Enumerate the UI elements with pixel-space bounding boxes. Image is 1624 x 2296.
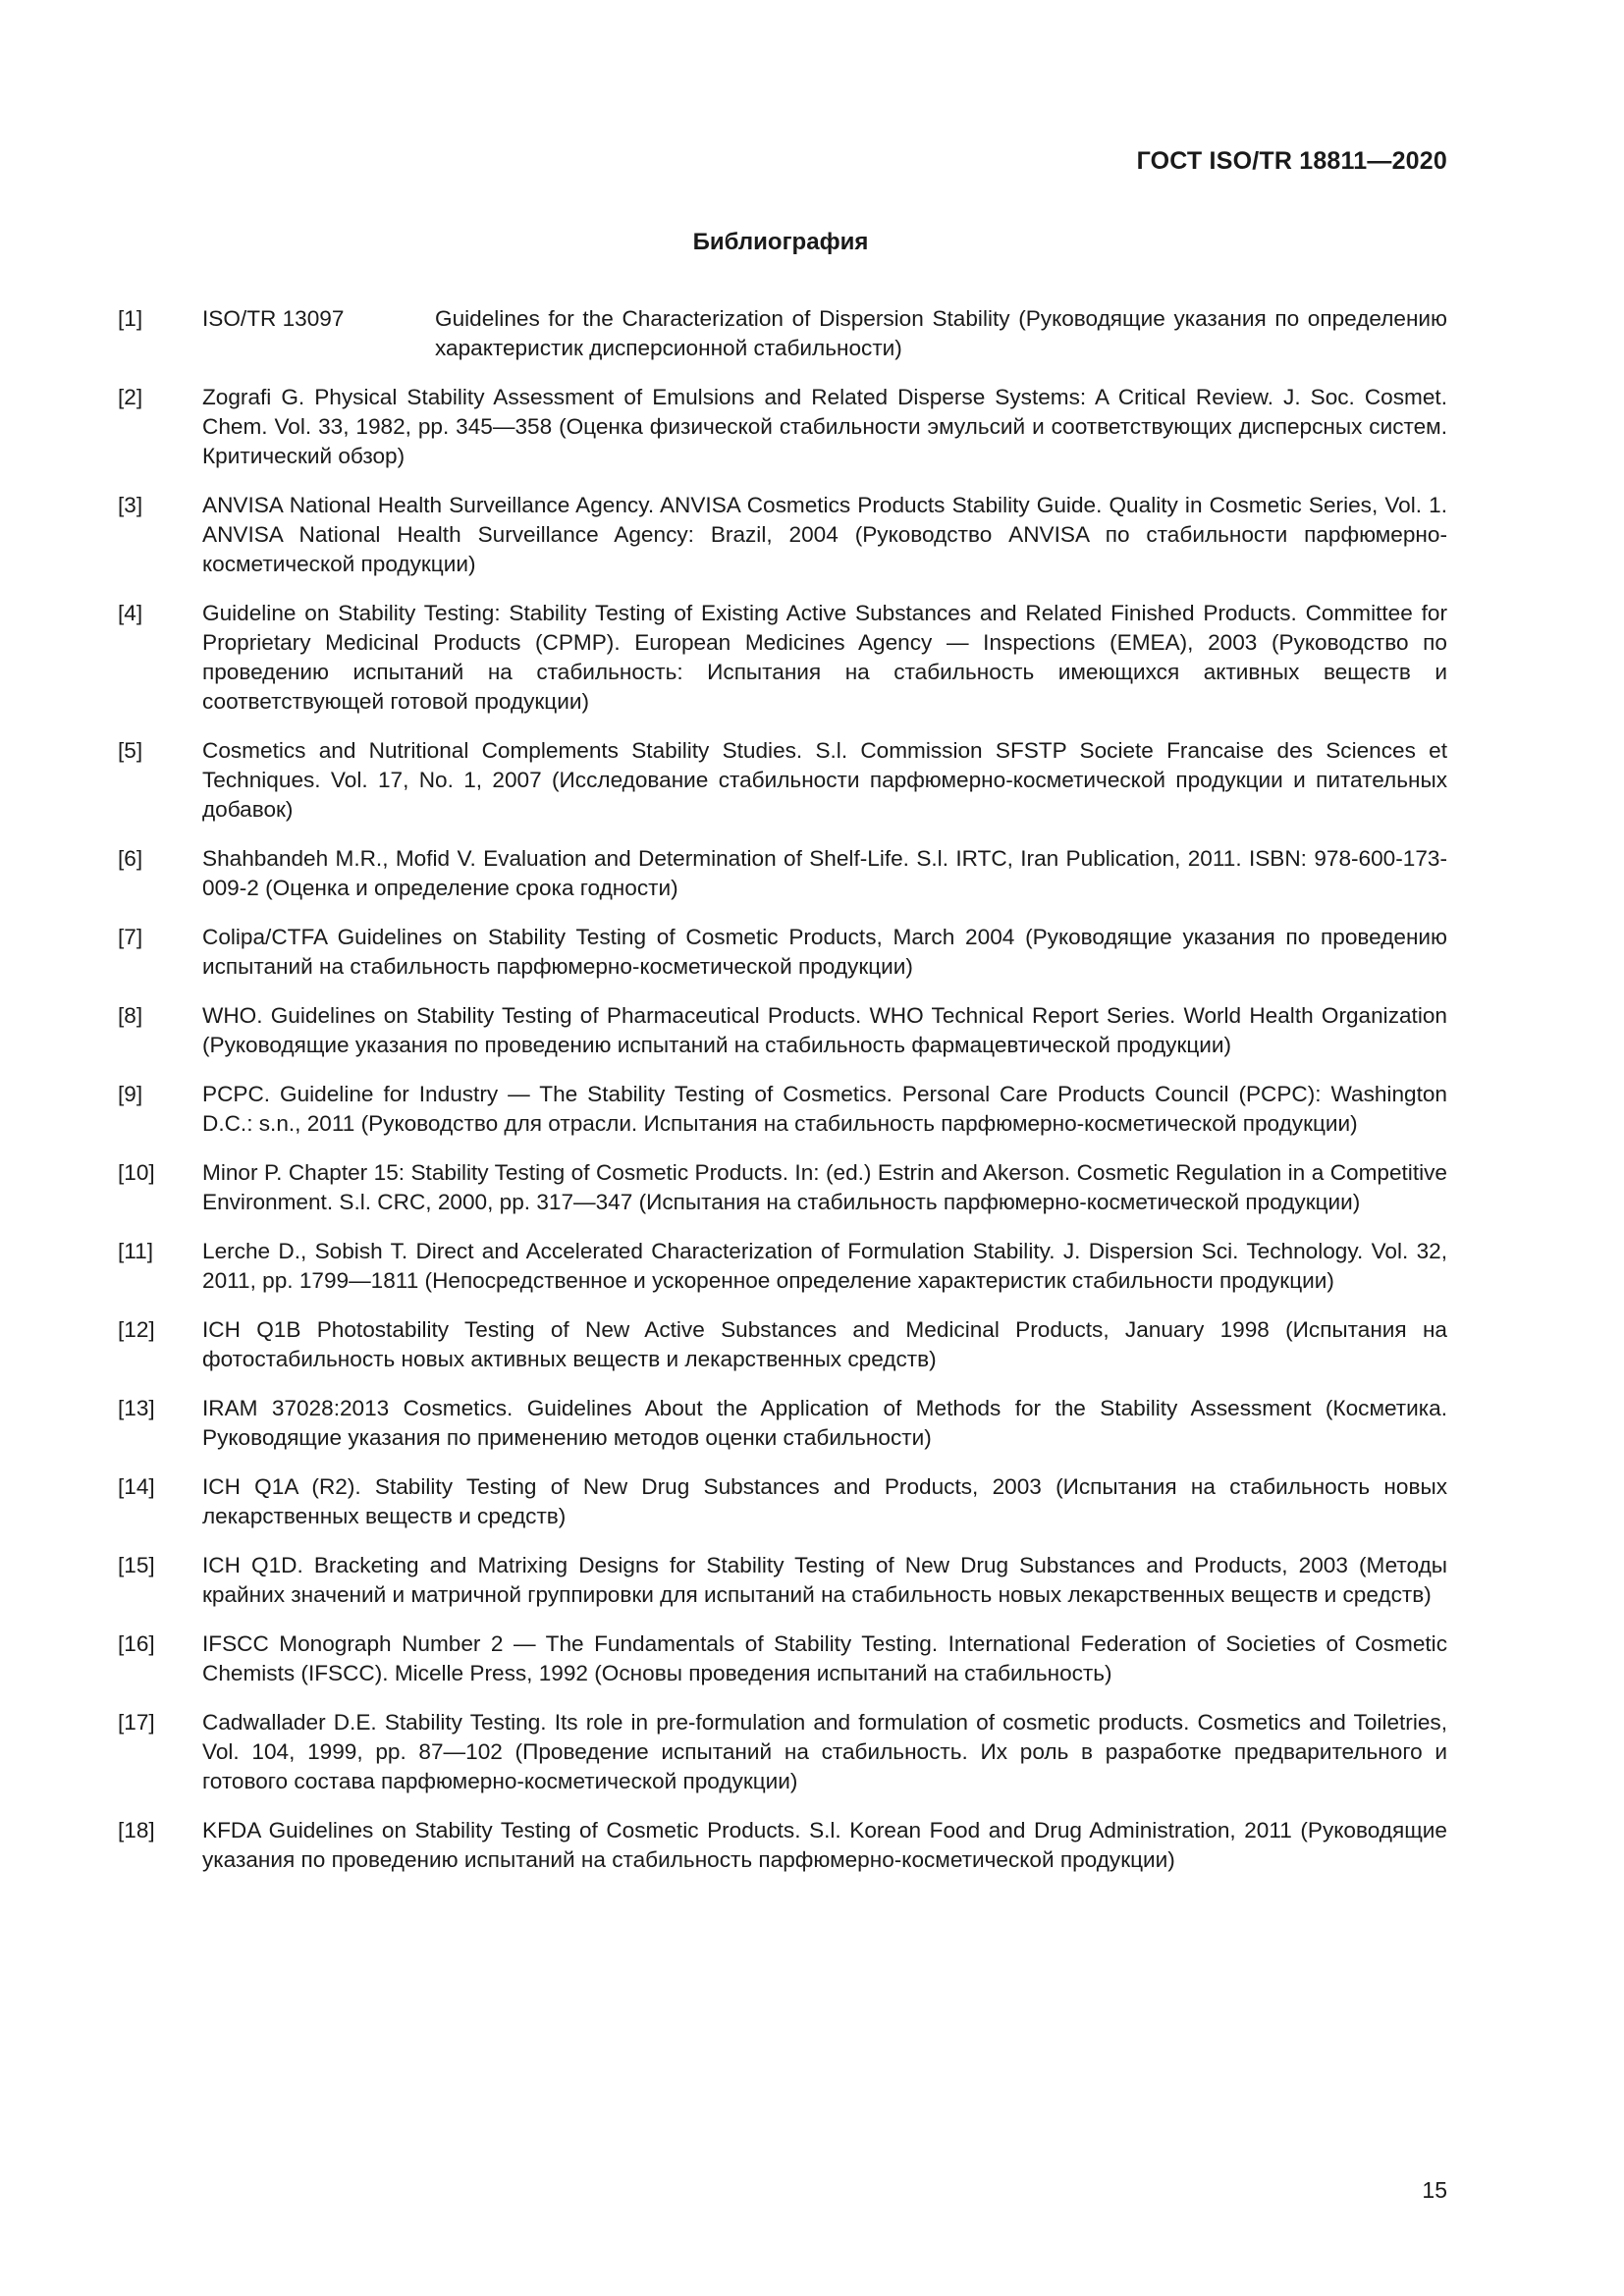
reference-number: [8] <box>118 1003 143 1028</box>
reference-text: WHO. Guidelines on Stability Testing of Pharmaceutical Products. WHO Technical Report Series. World Health Organization (Руководящие указания по проведению испытаний на стабильность фармацевтической продукции) <box>202 1003 1447 1057</box>
reference-text: ANVISA National Health Surveillance Agency. ANVISA Cosmetics Products Stability Guide. Quality in Cosmetic Series, Vol. 1. ANVISA National Health Surveillance Agency: Brazil, 2004 (Руководство ANVISA по стабильности парфюмерно-косметической продукции) <box>202 493 1447 576</box>
reference-text: IFSCC Monograph Number 2 — The Fundamentals of Stability Testing. International Federation of Societies of Cosmetic Chemists (IFSCC). Micelle Press, 1992 (Основы проведения испытаний на стабильность) <box>202 1631 1447 1685</box>
reference-item-17 <box>118 1708 1447 1796</box>
reference-list <box>118 304 1447 1895</box>
reference-item-4 <box>118 599 1447 717</box>
reference-item-12 <box>118 1315 1447 1374</box>
reference-text: ICH Q1D. Bracketing and Matrixing Designs for Stability Testing of New Drug Substances and Products, 2003 (Методы крайних значений и матричной группировки для испытаний на стабильность новых лекарственных веществ и средств) <box>202 1553 1447 1607</box>
reference-item-2 <box>118 383 1447 471</box>
reference-item-6 <box>118 844 1447 903</box>
reference-text: Guidelines for the Characterization of Dispersion Stability (Руководящие указания по определению характеристик дисперсионной стабильности) <box>435 306 1447 360</box>
reference-number: [2] <box>118 385 143 409</box>
reference-number: [3] <box>118 493 143 517</box>
reference-text: Colipa/CTFA Guidelines on Stability Testing of Cosmetic Products, March 2004 (Руководящие указания по проведению испытаний на стабильность парфюмерно-косметической продукции) <box>202 925 1447 979</box>
reference-item-16 <box>118 1629 1447 1688</box>
reference-number: [18] <box>118 1818 155 1842</box>
reference-item-7 <box>118 923 1447 982</box>
reference-text: Zografi G. Physical Stability Assessment of Emulsions and Related Disperse Systems: A Critical Review. J. Soc. Cosmet. Chem. Vol. 33, 1982, pp. 345—358 (Оценка физической стабильности эмульсий и соответствующих дисперсных систем. Критический обзор) <box>202 385 1447 468</box>
document-header: ГОСТ ISO/TR 18811—2020 <box>1136 147 1447 175</box>
reference-item-8 <box>118 1001 1447 1060</box>
reference-item-15 <box>118 1551 1447 1610</box>
reference-number: [9] <box>118 1082 143 1106</box>
reference-number: [5] <box>118 738 143 763</box>
reference-text: Minor P. Chapter 15: Stability Testing of Cosmetic Products. In: (ed.) Estrin and Akerson. Cosmetic Regulation in a Competitive Environment. S.l. CRC, 2000, pp. 317—347 (Испытания на стабильность парфюмерно-косметической продукции) <box>202 1160 1447 1214</box>
reference-number: [11] <box>118 1239 154 1263</box>
reference-item-13 <box>118 1394 1447 1453</box>
reference-item-1 <box>118 304 1447 363</box>
reference-text: IRAM 37028:2013 Cosmetics. Guidelines About the Application of Methods for the Stability Assessment (Косметика. Руководящие указания по применению методов оценки стабильности) <box>202 1396 1447 1450</box>
reference-code: ISO/TR 13097 <box>202 306 345 331</box>
reference-text: ICH Q1A (R2). Stability Testing of New Drug Substances and Products, 2003 (Испытания на стабильность новых лекарственных веществ и средств) <box>202 1474 1447 1528</box>
reference-number: [7] <box>118 925 143 949</box>
reference-item-10 <box>118 1158 1447 1217</box>
reference-item-5 <box>118 736 1447 825</box>
reference-number: [12] <box>118 1317 155 1342</box>
page-number: 15 <box>1422 2177 1447 2203</box>
reference-text: KFDA Guidelines on Stability Testing of Cosmetic Products. S.l. Korean Food and Drug Administration, 2011 (Руководящие указания по проведению испытаний на стабильность парфюмерно-косметической продукции) <box>202 1818 1447 1872</box>
reference-text: Lerche D., Sobish T. Direct and Accelerated Characterization of Formulation Stability. J. Dispersion Sci. Technology. Vol. 32, 2011, pp. 1799—1811 (Непосредственное и ускоренное определение характеристик стабильности продукции) <box>202 1239 1447 1293</box>
reference-text: Cosmetics and Nutritional Complements Stability Studies. S.l. Commission SFSTP Societe Francaise des Sciences et Techniques. Vol. 17, No. 1, 2007 (Исследование стабильности парфюмерно-косметической продукции и питательных добавок) <box>202 738 1447 822</box>
reference-text: PCPC. Guideline for Industry — The Stability Testing of Cosmetics. Personal Care Products Council (PCPC): Washington D.C.: s.n., 2011 (Руководство для отрасли. Испытания на стабильность парфюмерно-косметической продукции) <box>202 1082 1447 1136</box>
reference-number: [10] <box>118 1160 155 1185</box>
reference-text: Cadwallader D.E. Stability Testing. Its role in pre-formulation and formulation of cosmetic products. Cosmetics and Toiletries, Vol. 104, 1999, pp. 87—102 (Проведение испытаний на стабильность. Их роль в разработке предварительного и готового состава парфюмерно-косметической продукции) <box>202 1710 1447 1793</box>
reference-number: [17] <box>118 1710 155 1735</box>
reference-number: [15] <box>118 1553 155 1577</box>
reference-item-18 <box>118 1816 1447 1875</box>
bibliography-title: Библиография <box>692 229 869 255</box>
reference-item-9 <box>118 1080 1447 1139</box>
reference-item-3 <box>118 491 1447 579</box>
reference-number: [4] <box>118 601 143 625</box>
reference-text: ICH Q1B Photostability Testing of New Active Substances and Medicinal Products, January 1998 (Испытания на фотостабильность новых активных веществ и лекарственных средств) <box>202 1317 1447 1371</box>
reference-number: [14] <box>118 1474 155 1499</box>
reference-number: [16] <box>118 1631 155 1656</box>
reference-number: [13] <box>118 1396 155 1420</box>
reference-item-11 <box>118 1237 1447 1296</box>
reference-number: [6] <box>118 846 143 871</box>
reference-item-14 <box>118 1472 1447 1531</box>
reference-text: Guideline on Stability Testing: Stability Testing of Existing Active Substances and Related Finished Products. Committee for Proprietary Medicinal Products (CPMP). European Medicines Agency — Inspections (EMEA), 2003 (Руководство по проведению испытаний на стабильность: Испытания на стабильность имеющихся активных веществ и соответствующей готовой продукции) <box>202 601 1447 714</box>
reference-text: Shahbandeh M.R., Mofid V. Evaluation and Determination of Shelf-Life. S.l. IRTC, Iran Publication, 2011. ISBN: 978-600-173-009-2 (Оценка и определение срока годности) <box>202 846 1447 900</box>
reference-number: [1] <box>118 306 143 331</box>
